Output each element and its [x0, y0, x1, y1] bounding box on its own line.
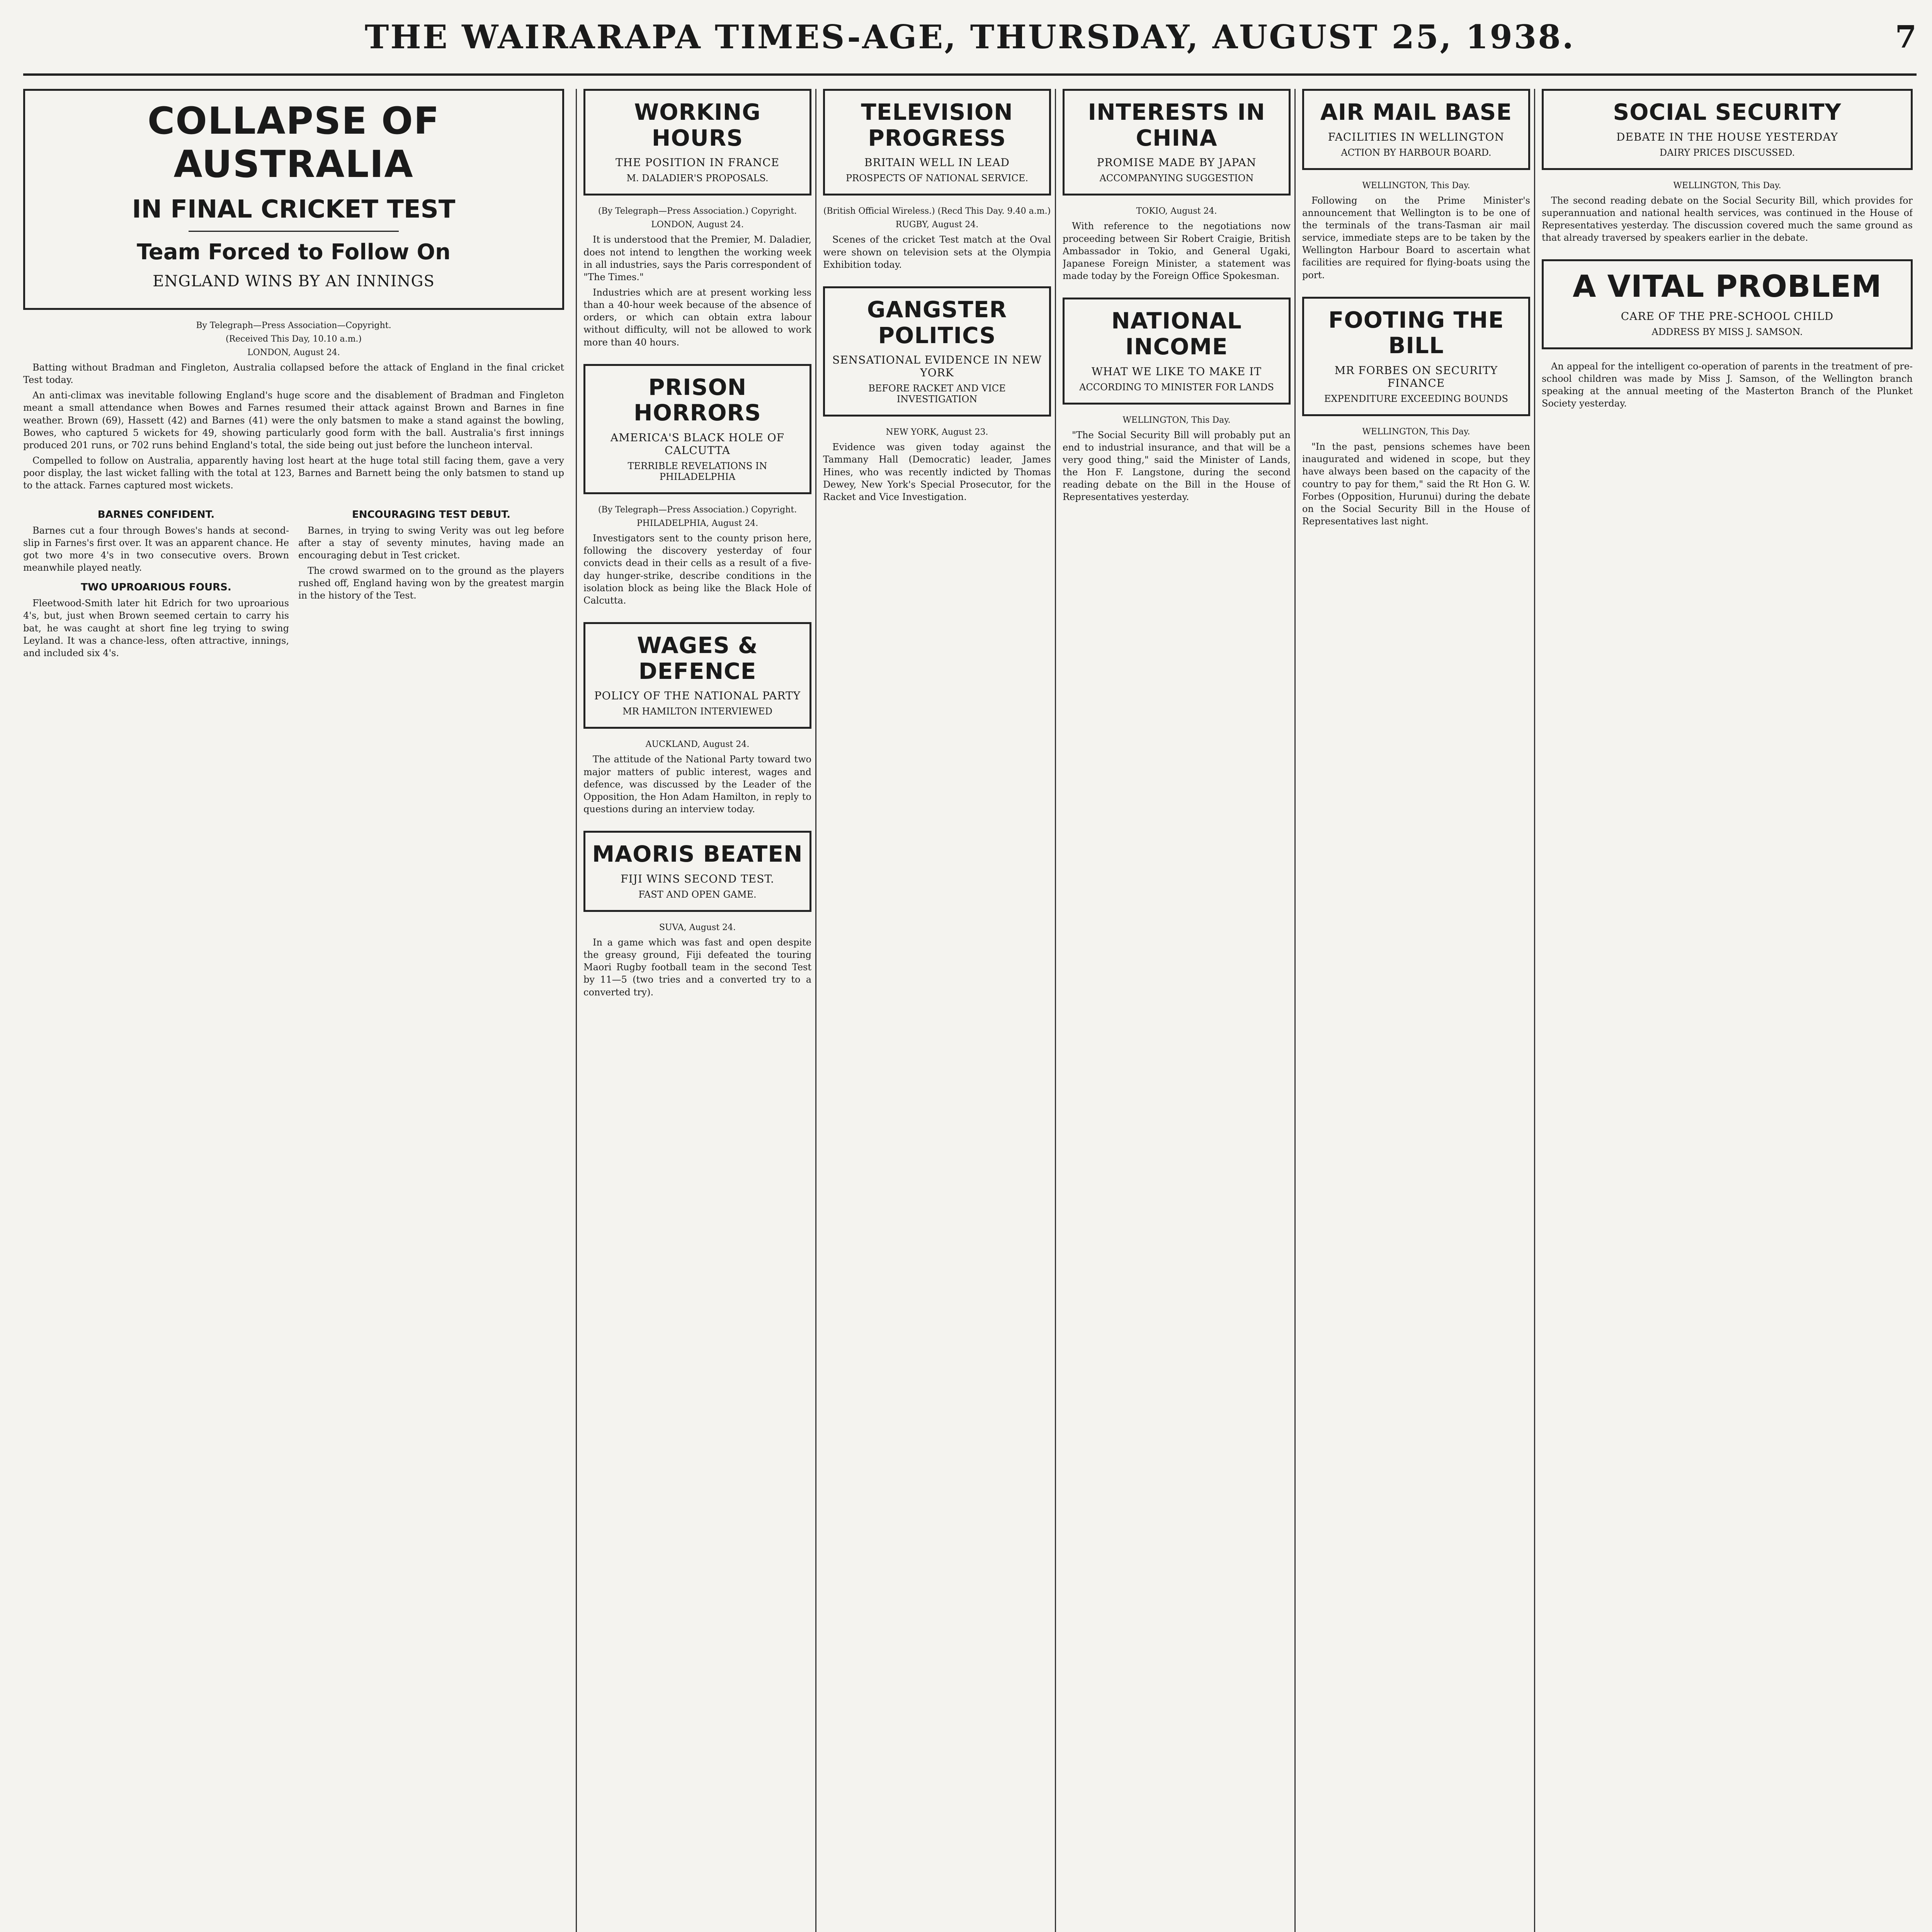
cricket-p2: An anti-climax was inevitable following England's huge score and the disablement of Bradman and Fingleton meant a small attendance when Bowes and Farnes resumed their attack against Brown and Barnes in fine weather. Brown (69), Hassett (42) and Barnes (41) were the only batsmen to make a stand against the bowling, Bowes, who captured 5 wickets for 49, showing particularly good form with the ball. Australia's first innings produced 201 runs, or 702 runs behind England's total, the side being out just before the luncheon interval.	[23, 390, 564, 451]
problem-subtitle: CARE OF THE PRE-SCHOOL CHILD	[1621, 310, 1834, 323]
hours-title: WORKING HOURS	[634, 99, 761, 151]
problem-p1: An appeal for the intelligent co-operation of parents in the treatment of pre-school children was made by Miss J. Samson, of the Wellington branch speaking at the annual meeting of the Masterton Branch of the Plunket Society yesterday.	[1542, 361, 1913, 409]
prison-subtitle: AMERICA'S BLACK HOLE OF CALCUTTA	[610, 431, 785, 457]
airmail-headline-box	[1302, 89, 1530, 170]
bill-dateline: WELLINGTON, This Day.	[1362, 427, 1470, 437]
tv-headline-box	[823, 89, 1051, 196]
airmail-dateline: WELLINGTON, This Day.	[1362, 180, 1470, 190]
hours-p2: Industries which are at present working less than a 40-hour week because of the absence of orders, or which can obtain extra labour without difficulty, will not be allowed to work more than 40 hours.	[583, 287, 811, 348]
hours-deck: M. DALADIER'S PROPOSALS.	[626, 173, 769, 184]
cricket-subtitle: IN FINAL CRICKET TEST	[132, 195, 456, 224]
airmail-title: AIR MAIL BASE	[1320, 99, 1512, 125]
cricket-received: (Received This Day, 10.10 a.m.)	[226, 334, 362, 344]
wages-p1: The attitude of the National Party toward two major matters of public interest, wages and defence, was discussed by the Leader of the Opposition, the Hon Adam Hamilton, in reply to questions during an interview today.	[583, 754, 811, 815]
prison-credit: (By Telegraph—Press Association.) Copyright.	[598, 505, 797, 515]
maoris-title: MAORIS BEATEN	[592, 841, 803, 867]
cricket-p3: Compelled to follow on Australia, apparently having lost heart at the huge total still facing them, gave a very poor display, the last wicket falling with the total at 123, Barnes and Barnett being the only batsmen to stand up to the attack. Farnes captured most wickets.	[23, 455, 564, 491]
income-headline-box	[1063, 298, 1291, 404]
separator	[189, 231, 399, 232]
cricket-headline-box	[23, 89, 564, 310]
cricket-credit: By Telegraph—Press Association—Copyright.	[196, 321, 391, 330]
social-p1: The second reading debate on the Social Security Bill, which provides for superannuation and national health services, was continued in the House of Representatives yesterday. The discussion covered much the same ground as that already traversed by speakers earlier in the debate.	[1542, 195, 1913, 243]
cricket-sub2: TWO UPROARIOUS FOURS.	[81, 582, 231, 594]
column-5	[1063, 89, 1291, 1932]
column-7	[1542, 89, 1913, 1932]
hours-credit: (By Telegraph—Press Association.) Copyright.	[598, 206, 797, 216]
china-subtitle: PROMISE MADE BY JAPAN	[1097, 156, 1257, 169]
cricket-sub1: BARNES CONFIDENT.	[97, 509, 215, 520]
gangster-dateline: NEW YORK, August 23.	[886, 427, 988, 437]
maoris-dateline: SUVA, August 24.	[659, 922, 736, 932]
column-4	[823, 89, 1051, 1932]
prison-dateline: PHILADELPHIA, August 24.	[636, 519, 759, 529]
cricket-deck: Team Forced to Follow On	[137, 240, 451, 265]
wages-subtitle: POLICY OF THE NATIONAL PARTY	[594, 689, 801, 702]
tv-dateline: RUGBY, August 24.	[895, 220, 979, 230]
social-title: SOCIAL SECURITY	[1613, 99, 1842, 125]
column-6	[1302, 89, 1530, 1932]
cricket-deck2: ENGLAND WINS BY AN INNINGS	[153, 272, 435, 290]
column-rule	[1294, 89, 1296, 1932]
tv-credit: (British Official Wireless.) (Recd This Day. 9.40 a.m.)	[823, 206, 1051, 216]
income-dateline: WELLINGTON, This Day.	[1122, 415, 1231, 425]
column-3	[583, 89, 811, 1932]
tv-deck: PROSPECTS OF NATIONAL SERVICE.	[846, 173, 1028, 184]
income-title: NATIONAL INCOME	[1111, 308, 1242, 360]
cricket-p7: The crowd swarmed on to the ground as the players rushed off, England having won by the greatest margin in the history of the Test.	[298, 565, 564, 601]
cricket-dateline: LONDON, August 24.	[247, 348, 340, 357]
gangster-headline-box	[823, 286, 1051, 417]
cricket-sub3: ENCOURAGING TEST DEBUT.	[352, 509, 511, 520]
china-title: INTERESTS IN CHINA	[1088, 99, 1265, 151]
income-p1: "The Social Security Bill will probably put an end to industrial insurance, and that will be a very good thing," said the Minister of Lands, the Hon F. Langstone, during the second reading debate on the Bill in the House of Representatives yesterday.	[1063, 429, 1291, 503]
bill-p1: "In the past, pensions schemes have been inaugurated and widened in scope, but they have always been based on the capacity of the country to pay for them," said the Rt Hon G. W. Forbes (Opposition, Hurunui) during the debate on the Social Security Bill in the House of Representatives last night.	[1302, 441, 1530, 527]
social-dateline: WELLINGTON, This Day.	[1673, 180, 1781, 190]
airmail-p1: Following on the Prime Minister's announcement that Wellington is to be one of the terminals of the trans-Tasman air mail service, immediate steps are to be taken by the Wellington Harbour Board to ascertain what facilities are required for flying-boats using the port.	[1302, 195, 1530, 281]
maoris-p1: In a game which was fast and open despite the greasy ground, Fiji defeated the touring Maori Rugby football team in the second Test by 11—5 (two tries and a converted try to a converted try).	[583, 937, 811, 998]
column-rule	[576, 89, 577, 1932]
cricket-p6: Barnes, in trying to swing Verity was out leg before after a stay of seventy minutes, having made an encouraging debut in Test cricket.	[298, 525, 564, 561]
china-dateline: TOKIO, August 24.	[1136, 206, 1217, 216]
gangster-p1: Evidence was given today against the Tammany Hall (Democratic) leader, James Hines, who was recently indicted by Thomas Dewey, New York's Special Prosecutor, for the Racket and Vice Investigation.	[823, 442, 1051, 502]
problem-headline-box	[1542, 259, 1913, 349]
column-rule	[815, 89, 816, 1932]
cricket-body-right	[298, 501, 564, 662]
tv-p1: Scenes of the cricket Test match at the Oval were shown on television sets at the Olympia Exhibition today.	[823, 234, 1051, 270]
prison-deck: TERRIBLE REVELATIONS IN PHILADELPHIA	[628, 461, 767, 483]
social-headline-box	[1542, 89, 1913, 170]
china-headline-box	[1063, 89, 1291, 196]
cricket-p1: Batting without Bradman and Fingleton, Australia collapsed before the attack of England in the final cricket Test today.	[23, 362, 564, 386]
social-deck: DAIRY PRICES DISCUSSED.	[1659, 147, 1795, 158]
column-rule	[1534, 89, 1535, 1932]
gangster-title: GANGSTER POLITICS	[867, 296, 1007, 349]
airmail-subtitle: FACILITIES IN WELLINGTON	[1328, 130, 1505, 143]
maoris-subtitle: FIJI WINS SECOND TEST.	[621, 872, 774, 885]
gangster-subtitle: SENSATIONAL EVIDENCE IN NEW YORK	[832, 354, 1042, 379]
maoris-deck: FAST AND OPEN GAME.	[638, 889, 757, 900]
page-number: 7	[1895, 19, 1917, 55]
cricket-body-columns	[23, 501, 564, 662]
problem-deck: ADDRESS BY MISS J. SAMSON.	[1651, 327, 1803, 337]
tv-title: TELEVISION PROGRESS	[861, 99, 1013, 151]
hours-p1: It is understood that the Premier, M. Daladier, does not intend to lengthen the working week in all industries, says the Paris correspondent of "The Times."	[583, 234, 811, 282]
hours-dateline: LONDON, August 24.	[651, 220, 744, 230]
social-subtitle: DEBATE IN THE HOUSE YESTERDAY	[1616, 130, 1838, 143]
airmail-deck: ACTION BY HARBOUR BOARD.	[1341, 147, 1492, 158]
wages-headline-box	[583, 622, 811, 729]
wages-dateline: AUCKLAND, August 24.	[645, 740, 750, 750]
column-rule	[1055, 89, 1056, 1932]
cricket-p4: Barnes cut a four through Bowes's hands at second-slip in Farnes's first over. It was an apparent chance. He got two more 4's in two consecutive overs. Brown meanwhile played neatly.	[23, 525, 289, 573]
hours-subtitle: THE POSITION IN FRANCE	[615, 156, 780, 169]
china-deck: ACCOMPANYING SUGGESTION	[1099, 173, 1254, 184]
income-deck: ACCORDING TO MINISTER FOR LANDS	[1079, 381, 1274, 393]
china-p1: With reference to the negotiations now proceeding between Sir Robert Craigie, British Ambassador in Tokio, and General Ugaki, Japanese Foreign Minister, a statement was made today by the Foreign Office Spokesman.	[1063, 221, 1291, 281]
prison-headline-box	[583, 364, 811, 494]
bill-headline-box	[1302, 297, 1530, 416]
wages-deck: MR HAMILTON INTERVIEWED	[622, 706, 772, 717]
cricket-article	[23, 89, 564, 1932]
hours-headline-box	[583, 89, 811, 196]
gangster-deck: BEFORE RACKET AND VICE INVESTIGATION	[868, 383, 1006, 405]
masthead-title: THE WAIRARAPA TIMES-AGE, THURSDAY, AUGUST 25, 1938.	[364, 17, 1575, 56]
income-subtitle: WHAT WE LIKE TO MAKE IT	[1092, 365, 1262, 378]
cricket-title: COLLAPSE OF AUSTRALIA	[147, 99, 440, 186]
bill-deck: EXPENDITURE EXCEEDING BOUNDS	[1324, 393, 1509, 405]
bill-title: FOOTING THE BILL	[1328, 306, 1504, 359]
tv-subtitle: BRITAIN WELL IN LEAD	[864, 156, 1010, 169]
wages-title: WAGES & DEFENCE	[637, 632, 758, 684]
cricket-p5: Fleetwood-Smith later hit Edrich for two uproarious 4's, but, just when Brown seemed certain to carry his bat, he was caught at short fine leg trying to swing Leyland. It was a chance-less, often attractive, innings, and included six 4's.	[23, 598, 289, 658]
masthead	[23, 0, 1917, 76]
bill-subtitle: MR FORBES ON SECURITY FINANCE	[1334, 364, 1498, 390]
problem-title: A VITAL PROBLEM	[1573, 269, 1882, 304]
prison-title: PRISON HORRORS	[634, 374, 761, 426]
prison-p1: Investigators sent to the county prison here, following the discovery yesterday of four convicts dead in their cells as a result of a five-day hunger-strike, describe conditions in the isolation block as being like the Black Hole of Calcutta.	[583, 533, 811, 606]
maoris-headline-box	[583, 831, 811, 912]
cricket-body-left	[23, 501, 289, 662]
